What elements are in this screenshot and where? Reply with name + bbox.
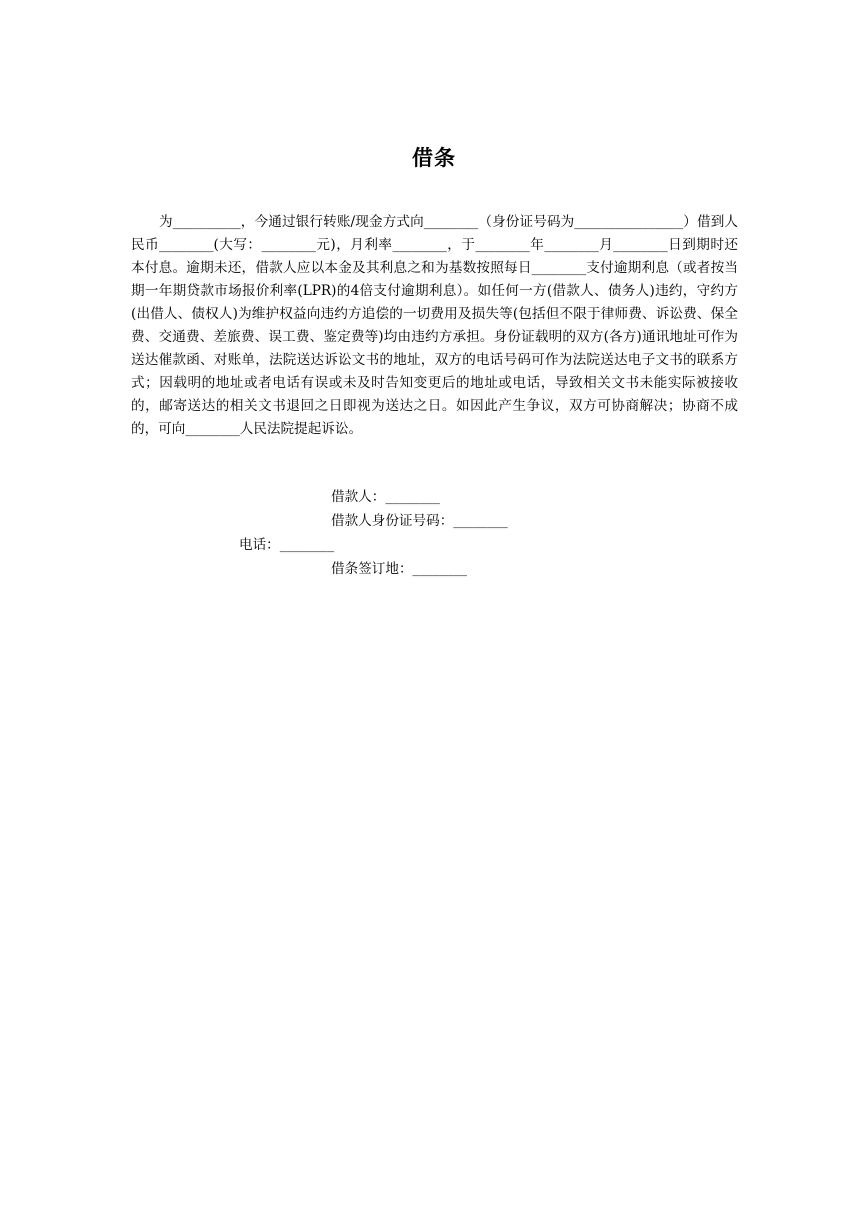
borrower-line: 借款人：________ [331,489,440,505]
borrower-id-line: 借款人身份证号码：________ [331,513,508,529]
document-title: 借条 [412,146,456,170]
phone-line: 电话：________ [239,537,335,553]
signing-place-line: 借条签订地：________ [331,561,467,577]
loan-terms-paragraph: 为__________，今通过银行转账/现金方式向________（身份证号码为________________）借到人民币________(大写：________元)，月利率________，于________年________月________日到期时还本付息。逾期未还，借款人应以本金及其利息之和为基数按照每日________支付逾期利息（或者按当期一年期贷款市场报价利率(LPR)的4倍支付逾期利息）。如任何一方(借款人、债务人)违约，守约方(出借人、债权人)为维护权益向违约方追偿的一切费用及损失等(包括但不限于律师费、诉讼费、保全费、交通费、差旅费、误工费、鉴定费等)均由违约方承担。身份证载明的双方(各方)通讯地址可作为送达催款函、对账单，法院送达诉讼文书的地址，双方的电话号码可作为法院送达电子文书的联系方式；因载明的地址或者电话有误或未及时告知变更后的地址或电话，导致相关文书未能实际被接收的，邮寄送达的相关文书退回之日即视为送达之日。如因此产生争议，双方可协商解决；协商不成的，可向________人民法院提起诉讼。 [131,214,738,437]
